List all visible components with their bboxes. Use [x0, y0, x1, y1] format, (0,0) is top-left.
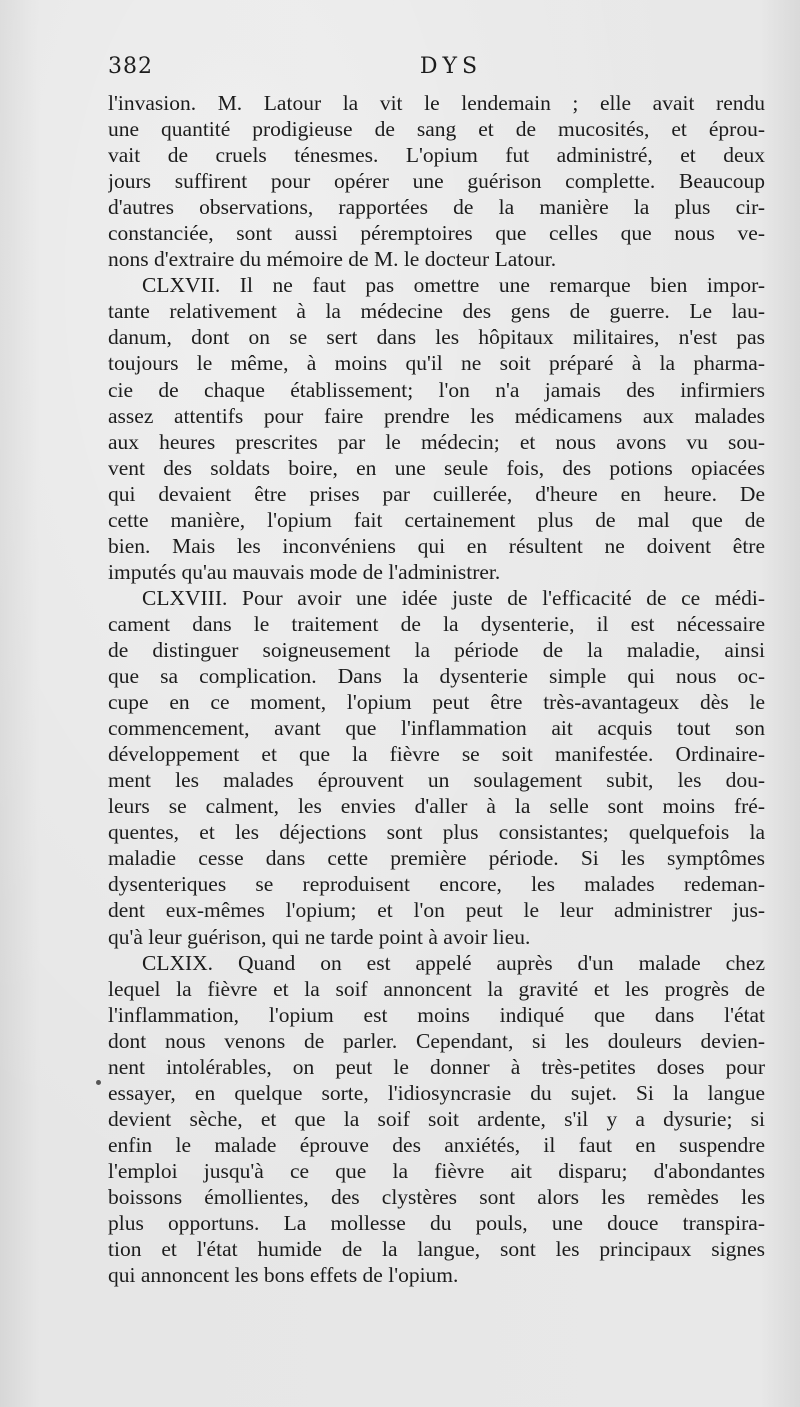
text-line: quentes, et les déjections sont plus consistantes; quelquefois la: [108, 820, 765, 845]
text-line: développement et que la fièvre se soit manifestée. Ordinaire-: [108, 742, 765, 767]
text-line: vent des soldats boire, en une seule fois, des potions opiacées: [108, 455, 765, 480]
text-line: leurs se calment, les envies d'aller à la selle sont moins fré-: [108, 794, 765, 819]
text-line: d'autres observations, rapportées de la manière la plus cir-: [108, 195, 765, 220]
text-line: tante relativement à la médecine des gens de guerre. Le lau-: [108, 299, 765, 324]
ink-spot: [96, 1080, 101, 1085]
text-line: cupe en ce moment, l'opium peut être très-avantageux dès le: [108, 690, 765, 715]
page-number: 382: [108, 54, 153, 79]
text-line: devient sèche, et que la soif soit ardente, s'il y a dysurie; si: [108, 1106, 765, 1131]
text-line: lequel la fièvre et la soif annoncent la gravité et les progrès de: [108, 976, 765, 1001]
text-line: essayer, en quelque sorte, l'idiosyncrasie du sujet. Si la langue: [108, 1080, 765, 1105]
text-line: l'emploi jusqu'à ce que la fièvre ait disparu; d'abondantes: [108, 1158, 765, 1183]
text-line: tion et l'état humide de la langue, sont les principaux signes: [108, 1237, 765, 1262]
text-line: assez attentifs pour faire prendre les médicamens aux malades: [108, 403, 765, 428]
text-line: qu'à leur guérison, qui ne tarde point à avoir lieu.: [108, 924, 531, 949]
paragraph: [108, 585, 765, 950]
running-head: DYS: [419, 54, 483, 79]
page-header: [108, 54, 774, 84]
text-line: boissons émollientes, des clystères sont alors les remèdes les: [108, 1184, 765, 1209]
text-line: ment les malades éprouvent un soulagement subit, les dou-: [108, 768, 765, 793]
text-line: toujours le même, à moins qu'il ne soit préparé à la pharma-: [108, 351, 765, 376]
paragraph: [108, 272, 765, 585]
text-line: CLXVII. Il ne faut pas omettre une remarque bien impor-: [142, 273, 765, 298]
text-line: plus opportuns. La mollesse du pouls, une douce transpira-: [108, 1211, 765, 1236]
text-line: qui devaient être prises par cuillerée, d'heure en heure. De: [108, 481, 765, 506]
paragraph: [108, 950, 765, 1289]
text-line: imputés qu'au mauvais mode de l'administrer.: [108, 559, 501, 584]
body-text: [108, 90, 765, 1288]
text-line: l'invasion. M. Latour la vit le lendemain ; elle avait rendu: [108, 91, 765, 115]
text-line: vait de cruels ténesmes. L'opium fut administré, et deux: [108, 143, 765, 168]
text-line: danum, dont on se sert dans les hôpitaux militaires, n'est pas: [108, 325, 765, 350]
text-line: une quantité prodigieuse de sang et de mucosités, et éprou-: [108, 117, 765, 142]
text-line: nons d'extraire du mémoire de M. le docteur Latour.: [108, 247, 557, 272]
text-line: CLXIX. Quand on est appelé auprès d'un malade chez: [142, 950, 765, 975]
text-line: constanciée, sont aussi péremptoires que celles que nous ve-: [108, 221, 765, 246]
text-line: que sa complication. Dans la dysenterie simple qui nous oc-: [108, 664, 765, 689]
text-line: CLXVIII. Pour avoir une idée juste de l'efficacité de ce médi-: [142, 585, 765, 610]
text-line: dysenteriques se reproduisent encore, les malades redeman-: [108, 872, 765, 897]
text-line: dent eux-mêmes l'opium; et l'on peut le leur administrer jus-: [108, 898, 765, 923]
text-line: commencement, avant que l'inflammation ait acquis tout son: [108, 716, 765, 741]
text-line: cie de chaque établissement; l'on n'a jamais des infirmiers: [108, 377, 765, 402]
paragraph: [108, 90, 765, 272]
text-line: jours suffirent pour opérer une guérison complette. Beaucoup: [108, 169, 765, 194]
text-line: qui annoncent les bons effets de l'opium.: [108, 1263, 459, 1288]
text-line: cette manière, l'opium fait certainement plus de mal que de: [108, 507, 765, 532]
text-line: cament dans le traitement de la dysenterie, il est nécessaire: [108, 611, 765, 636]
text-line: nent intolérables, on peut le donner à très-petites doses pour: [108, 1054, 765, 1079]
text-line: enfin le malade éprouve des anxiétés, il faut en suspendre: [108, 1132, 765, 1157]
text-line: aux heures prescrites par le médecin; et nous avons vu sou-: [108, 429, 765, 454]
text-line: dont nous venons de parler. Cependant, si les douleurs devien-: [108, 1028, 765, 1053]
text-line: bien. Mais les inconvéniens qui en résultent ne doivent être: [108, 533, 765, 558]
text-line: l'inflammation, l'opium est moins indiqué que dans l'état: [108, 1002, 765, 1027]
text-line: maladie cesse dans cette première période. Si les symptômes: [108, 846, 765, 871]
text-line: de distinguer soigneusement la période de la maladie, ainsi: [108, 637, 765, 662]
